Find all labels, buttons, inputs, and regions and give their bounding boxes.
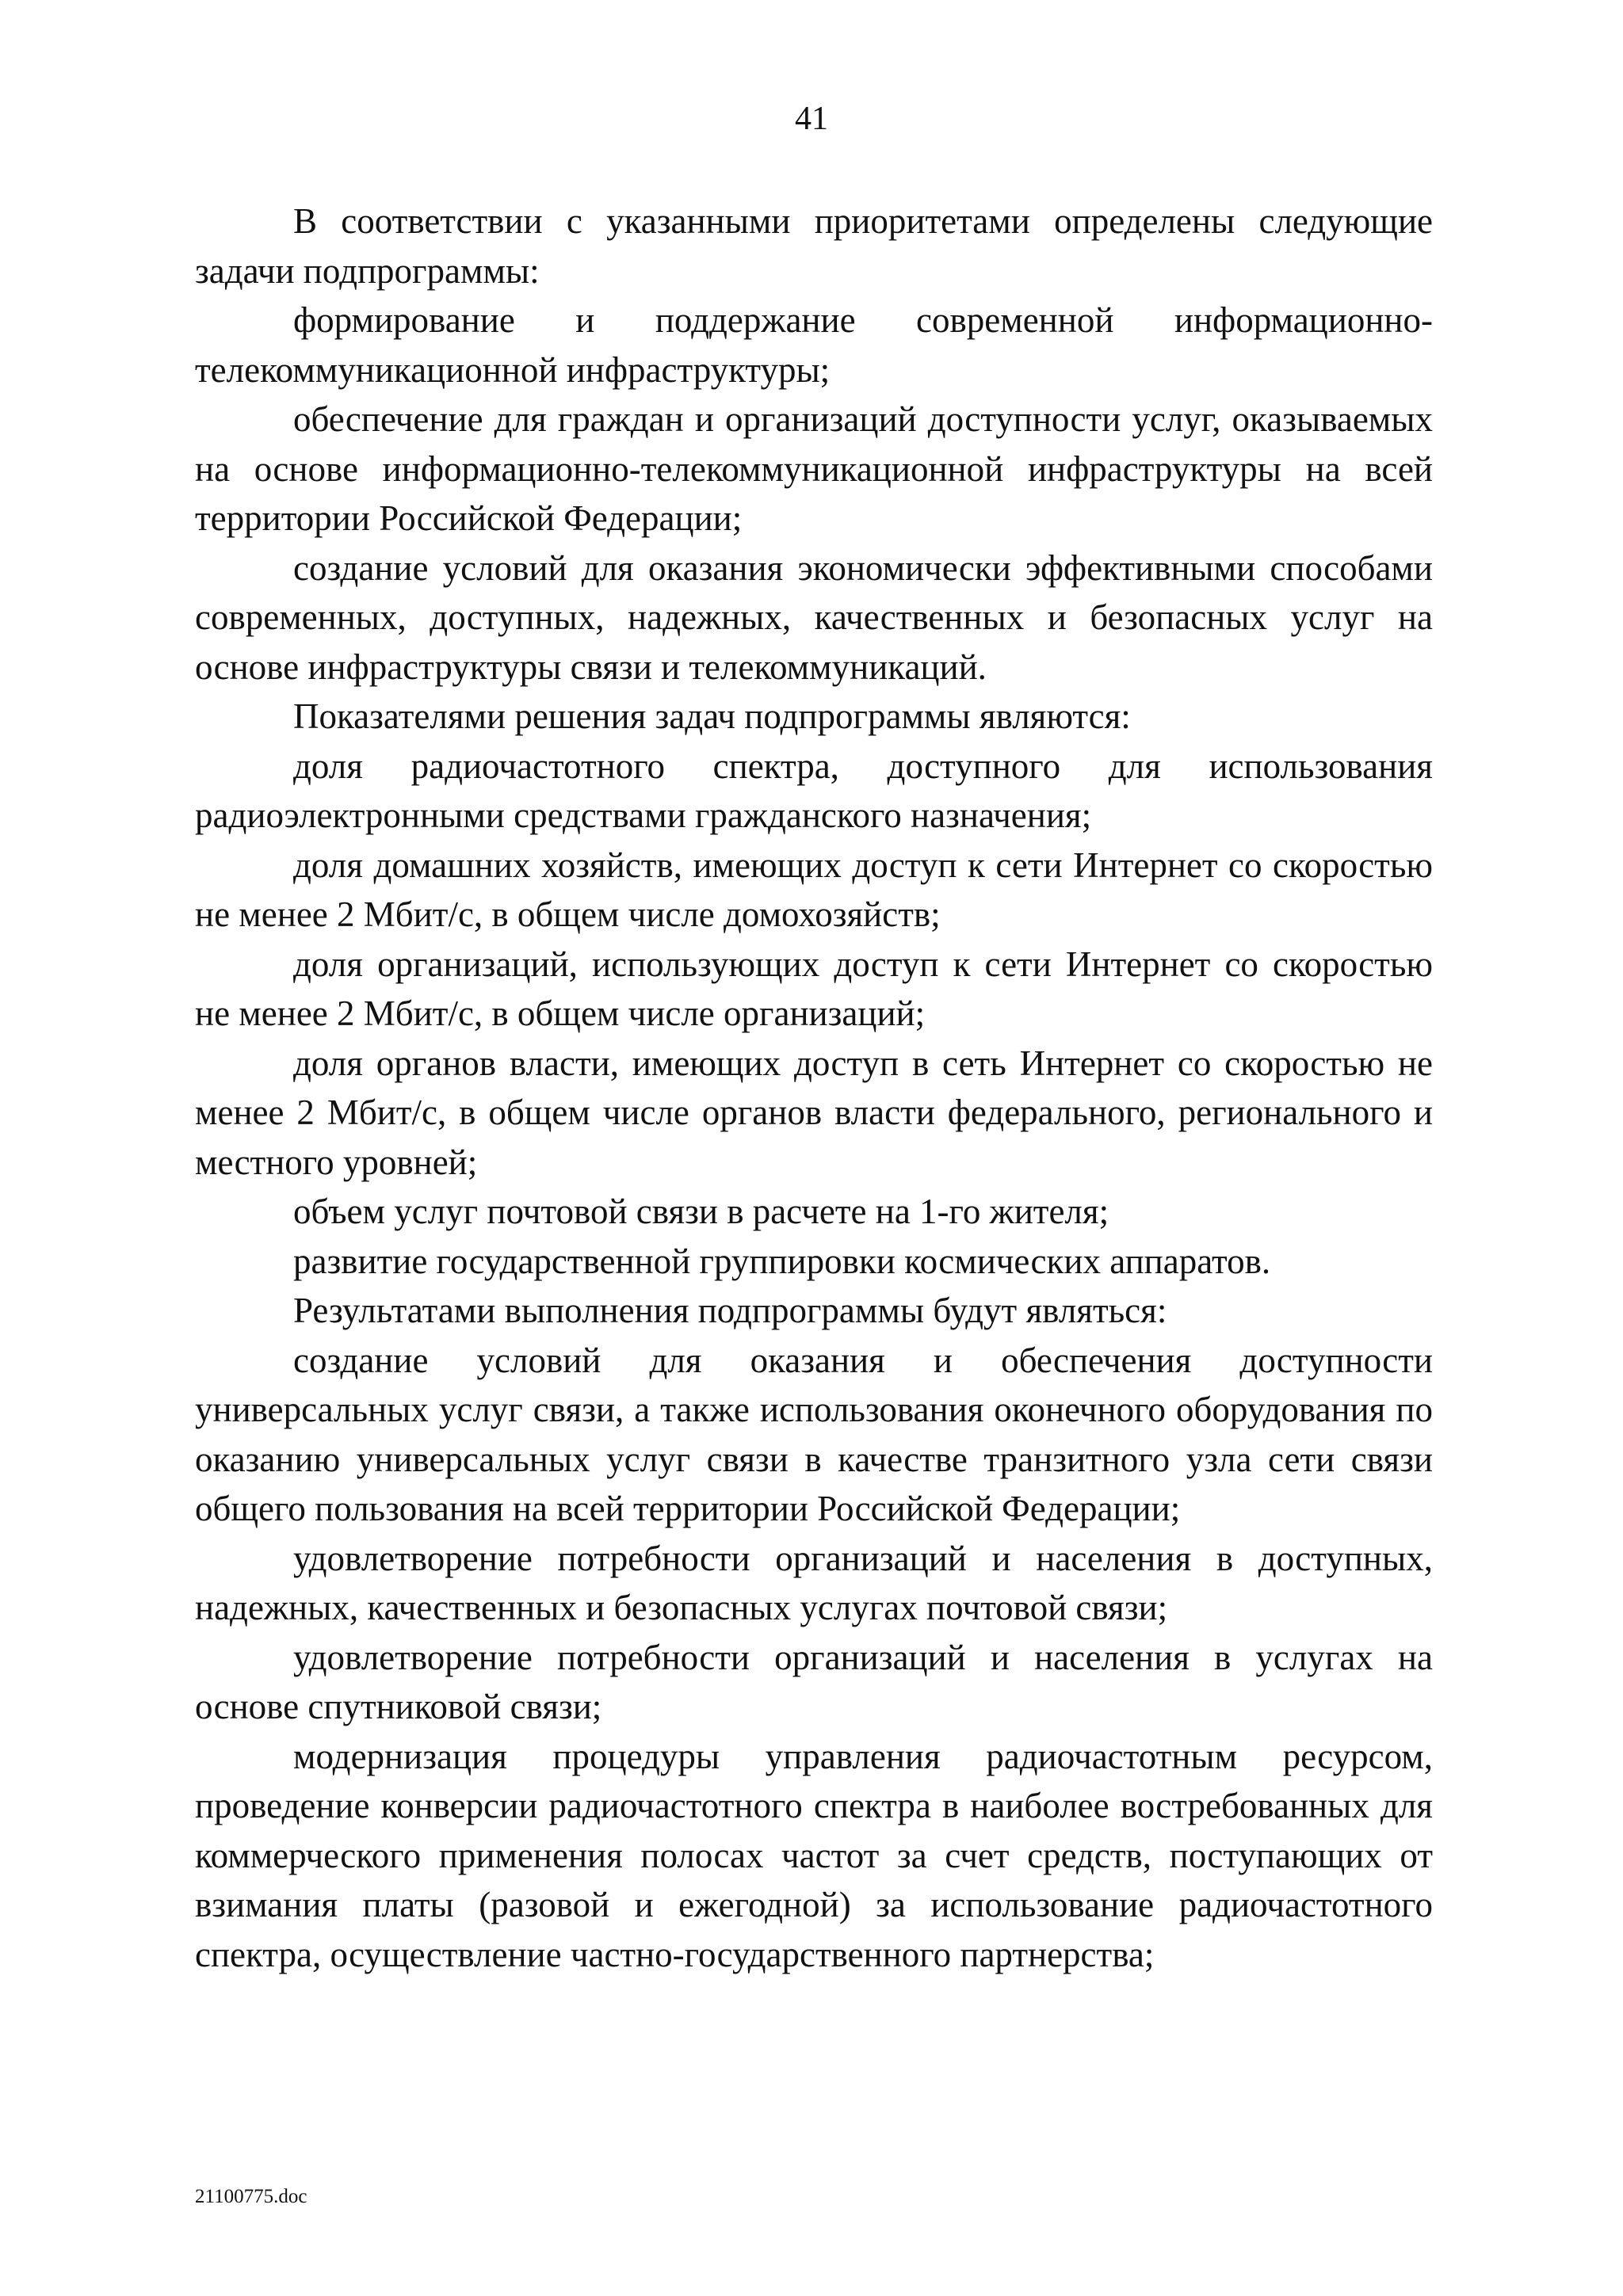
paragraph: объем услуг почтовой связи в расчете на 1-го жителя; — [293, 1192, 1109, 1231]
paragraph: создание условий для оказания и обеспечения доступности универсальных услуг связи, а также использования оконечного оборудования по оказанию универсальных услуг связи в качестве транзитного узла сети связи общего пользования на всей территории Российской Федерации; — [195, 1340, 1433, 1528]
paragraph: удовлетворение потребности организаций и населения в доступных, надежных, качественных и безопасных услугах почтовой связи; — [195, 1538, 1433, 1627]
paragraph: доля органов власти, имеющих доступ в сеть Интернет со скоростью не менее 2 Мбит/с, в общем числе органов власти федерального, регионального и местного уровней; — [195, 1043, 1433, 1182]
paragraph: Результатами выполнения подпрограммы будут являться: — [293, 1291, 1167, 1330]
document-body — [195, 196, 1433, 1979]
paragraph: В соответствии с указанными приоритетами определены следующие задачи подпрограммы: — [195, 201, 1433, 291]
paragraph: удовлетворение потребности организаций и населения в услугах на основе спутниковой связи; — [195, 1637, 1433, 1726]
paragraph: создание условий для оказания экономически эффективными способами современных, доступных, надежных, качественных и безопасных услуг на основе инфраструктуры связи и телекоммуникаций. — [195, 547, 1433, 687]
paragraph: формирование и поддержание современной информационно-телекоммуникационной инфраструктуры; — [195, 300, 1433, 390]
file-name-footer: 21100775.doc — [195, 2186, 307, 2207]
page-number: 41 — [795, 101, 828, 137]
paragraph: доля организаций, использующих доступ к сети Интернет со скоростью не менее 2 Мбит/с, в общем числе организаций; — [195, 944, 1433, 1033]
paragraph: развитие государственной группировки космических аппаратов. — [293, 1241, 1271, 1281]
paragraph: обеспечение для граждан и организаций доступности услуг, оказываемых на основе информационно-телекоммуникационной инфраструктуры на всей территории Российской Федерации; — [195, 399, 1433, 538]
paragraph: модернизация процедуры управления радиочастотным ресурсом, проведение конверсии радиочастотного спектра в наиболее востребованных для коммерческого применения полосах частот за счет средств, поступающих от взимания платы (разовой и ежегодной) за использование радиочастотного спектра, осуществление частно-государственного партнерства; — [195, 1736, 1433, 1974]
paragraph: доля домашних хозяйств, имеющих доступ к сети Интернет со скоростью не менее 2 Мбит/с, в общем числе домохозяйств; — [195, 845, 1433, 934]
paragraph: Показателями решения задач подпрограммы являются: — [293, 696, 1131, 736]
paragraph: доля радиочастотного спектра, доступного для использования радиоэлектронными средствами гражданского назначения; — [195, 746, 1433, 835]
